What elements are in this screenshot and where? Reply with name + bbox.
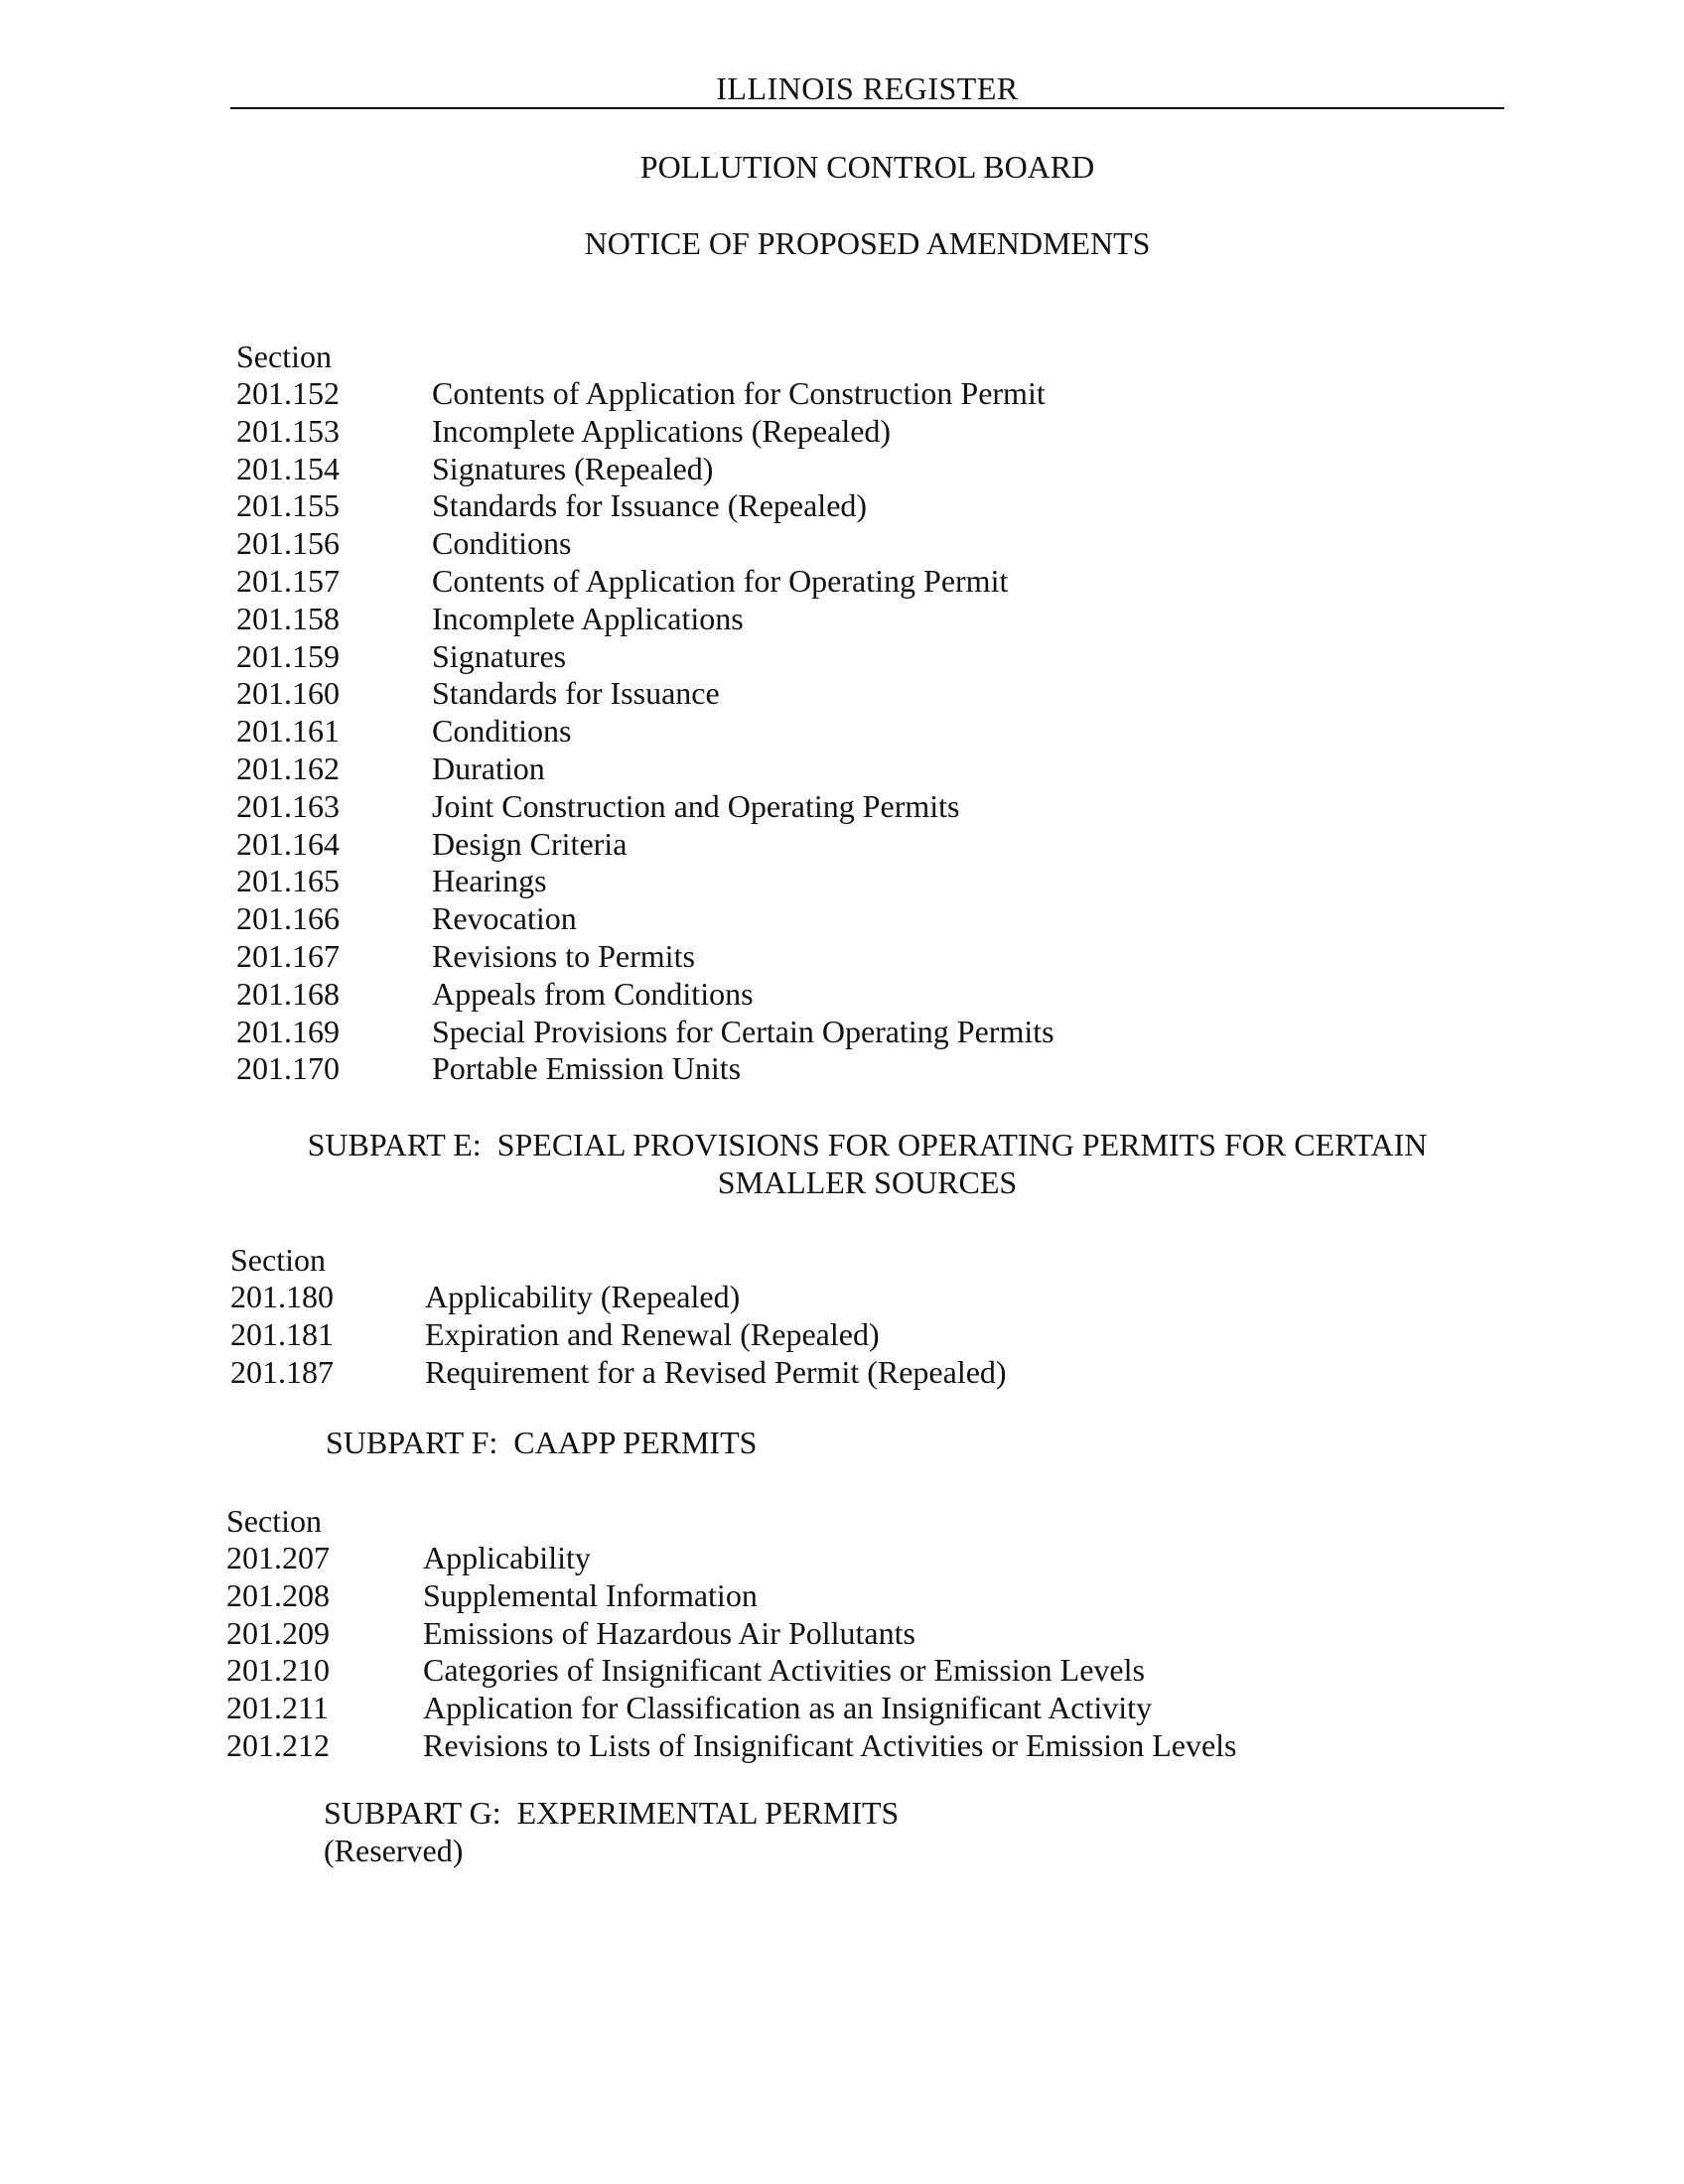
section-number: 201.157: [236, 562, 340, 599]
list-item: [230, 1316, 1007, 1354]
section-number: 201.170: [236, 1050, 340, 1087]
section-number: 201.161: [236, 713, 340, 750]
section-number: 201.159: [236, 637, 340, 674]
section-number: 201.158: [236, 600, 340, 636]
section-title: Contents of Application for Operating Permit: [432, 562, 1009, 599]
section-label: Section: [236, 339, 332, 374]
section-number: 201.155: [236, 487, 340, 524]
section-title: Revocation: [432, 900, 577, 937]
list-item: [226, 1652, 1236, 1690]
section-label: Section: [230, 1242, 326, 1278]
section-number: 201.164: [236, 825, 340, 862]
reserved-note: (Reserved): [324, 1833, 464, 1868]
list-item: [236, 451, 1054, 488]
notice-title: NOTICE OF PROPOSED AMENDMENTS: [584, 225, 1151, 261]
list-item: [236, 976, 1054, 1014]
list-item: [236, 1014, 1054, 1051]
section-title: Revisions to Permits: [432, 937, 695, 974]
section-number: 201.212: [226, 1726, 330, 1763]
list-item: [236, 751, 1054, 788]
list-item: [236, 413, 1054, 451]
section-number: 201.163: [236, 787, 340, 824]
section-label: Section: [226, 1503, 322, 1539]
section-title: Expiration and Renewal (Repealed): [425, 1315, 880, 1352]
subpart-g-heading: SUBPART G: EXPERIMENTAL PERMITS: [324, 1795, 900, 1831]
section-number: 201.160: [236, 675, 340, 712]
section-title: Categories of Insignificant Activities or Emission Levels: [423, 1652, 1145, 1689]
section-title: Incomplete Applications (Repealed): [432, 412, 892, 449]
list-item: [236, 638, 1054, 676]
section-title: Emissions of Hazardous Air Pollutants: [423, 1614, 915, 1651]
section-title: Special Provisions for Certain Operating Permits: [432, 1013, 1054, 1049]
list-item: [226, 1727, 1236, 1765]
list-item: [236, 826, 1054, 864]
list-item: [236, 601, 1054, 638]
section-number: 201.162: [236, 750, 340, 786]
subpart-f-heading: SUBPART F: CAAPP PERMITS: [326, 1425, 758, 1460]
section-number: 201.211: [226, 1690, 329, 1726]
section-title: Revisions to Lists of Insignificant Activities or Emission Levels: [423, 1726, 1237, 1763]
section-number: 201.187: [230, 1353, 334, 1390]
list-item: [230, 1354, 1007, 1392]
section-number: 201.154: [236, 450, 340, 486]
list-item: [236, 525, 1054, 563]
section-number: 201.207: [226, 1540, 330, 1575]
section-number: 201.152: [236, 375, 340, 411]
section-title: Applicability (Repealed): [425, 1279, 741, 1314]
section-number: 201.167: [236, 937, 340, 974]
subpart-e-line-2: SMALLER SOURCES: [717, 1164, 1018, 1200]
section-title: Signatures (Repealed): [432, 450, 714, 486]
list-item: [236, 1050, 1054, 1088]
subpart-e-line-1: SUBPART E: SPECIAL PROVISIONS FOR OPERATING PERMITS FOR CERTAIN: [307, 1127, 1428, 1162]
list-item: [236, 938, 1054, 976]
section-title: Signatures: [432, 637, 567, 674]
list-item: [236, 563, 1054, 601]
list-item: [226, 1540, 1236, 1577]
section-number: 201.169: [236, 1013, 340, 1049]
section-title: Standards for Issuance: [432, 675, 720, 712]
section-title: Hearings: [432, 863, 547, 899]
list-item: [236, 713, 1054, 751]
section-number: 201.165: [236, 863, 340, 899]
subpart-e-heading: [230, 1126, 1504, 1201]
list-item: [236, 788, 1054, 826]
section-title: Appeals from Conditions: [432, 975, 754, 1012]
section-list-subpart-f: [226, 1502, 1236, 1765]
section-number: 201.180: [230, 1279, 334, 1314]
section-number: 201.209: [226, 1614, 330, 1651]
list-item: [226, 1690, 1236, 1727]
section-list-subpart-e: [230, 1241, 1007, 1391]
section-title: Joint Construction and Operating Permits: [432, 787, 960, 824]
section-number: 201.153: [236, 412, 340, 449]
list-item: [236, 375, 1054, 413]
section-title: Supplemental Information: [423, 1576, 758, 1613]
section-title: Design Criteria: [432, 825, 628, 862]
section-number: 201.181: [230, 1315, 334, 1352]
list-item: [230, 1279, 1007, 1316]
list-item: [226, 1615, 1236, 1653]
section-title: Requirement for a Revised Permit (Repealed): [425, 1353, 1007, 1390]
section-title: Incomplete Applications: [432, 600, 744, 636]
list-item: [236, 675, 1054, 713]
agency-name: POLLUTION CONTROL BOARD: [639, 149, 1095, 185]
list-item: [236, 487, 1054, 525]
section-title: Contents of Application for Construction Permit: [432, 375, 1046, 411]
section-title: Duration: [432, 750, 545, 786]
list-item: [236, 900, 1054, 938]
list-item: [226, 1577, 1236, 1615]
section-title: Application for Classification as an Insignificant Activity: [423, 1690, 1153, 1726]
section-number: 201.168: [236, 975, 340, 1012]
section-list-subpart-d: [236, 338, 1054, 1088]
register-title: ILLINOIS REGISTER: [716, 70, 1019, 106]
section-title: Conditions: [432, 713, 572, 750]
header-divider: [230, 107, 1504, 109]
section-title: Standards for Issuance (Repealed): [432, 487, 868, 524]
section-title: Conditions: [432, 525, 572, 562]
section-number: 201.208: [226, 1576, 330, 1613]
section-title: Applicability: [423, 1540, 591, 1575]
section-number: 201.156: [236, 525, 340, 562]
list-item: [236, 863, 1054, 900]
section-number: 201.210: [226, 1652, 330, 1689]
section-title: Portable Emission Units: [432, 1050, 742, 1087]
section-number: 201.166: [236, 900, 340, 937]
